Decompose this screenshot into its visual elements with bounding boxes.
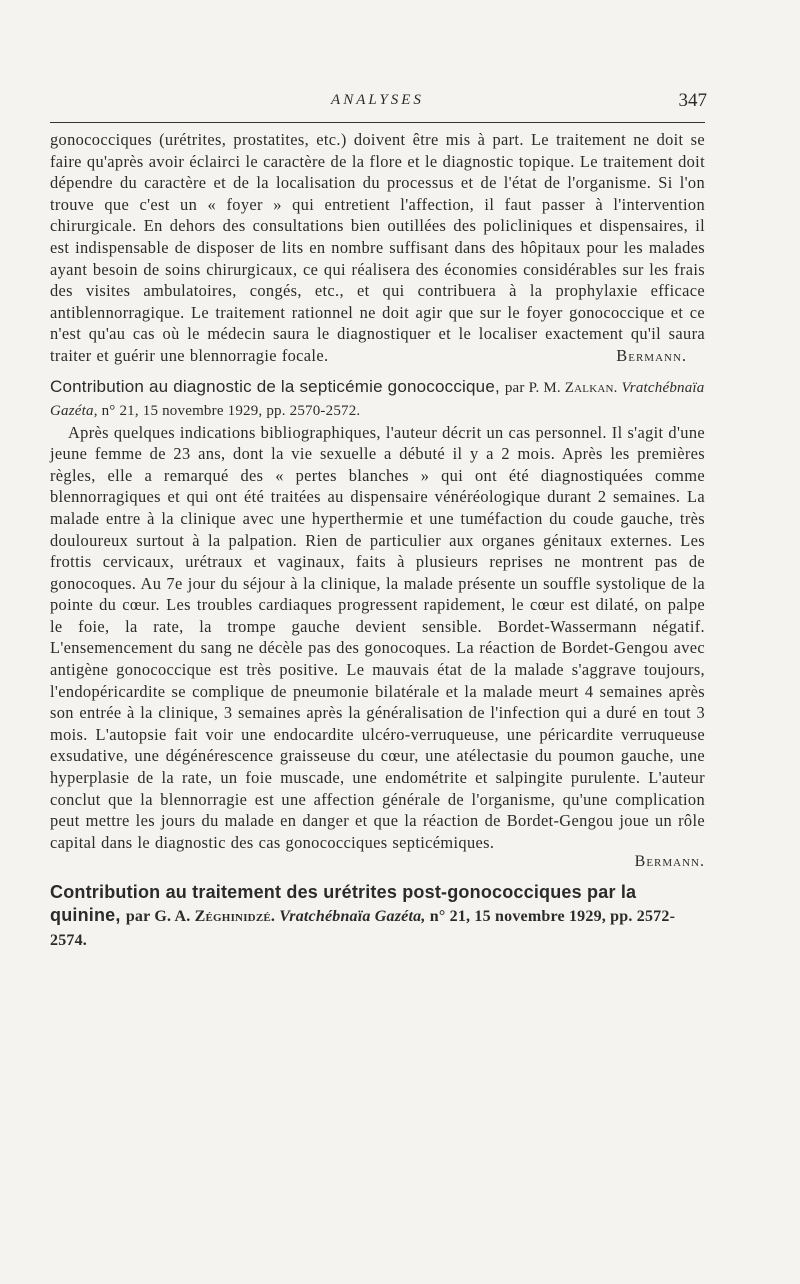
article2-by: par xyxy=(504,379,525,396)
article2-body: Après quelques indications bibliographiques, l'auteur décrit un cas personnel. Il s'agit d'une jeune femme de 23 ans, dont la vie sexuelle a débuté il y a 2 mois. Après les premières règles, elle a remarqué des « pertes blanches » qui ont été diagnostiquées comme blennorragiques et qui ont été traitées au dispensaire vénéréologique durant 2 semaines. La malade entre à la clinique avec une hyperthermie et une tuméfaction du coude gauche, très douloureux surtout à la palpation. Rien de particulier aux organes génitaux externes. Les frottis cervicaux, urétraux et vaginaux, faits à plusieurs reprises ne montrent pas de gonocoques. Au 7e jour du séjour à la clinique, la malade présente un souffle systolique de la pointe du cœur. Les troubles cardiaques progressent rapidement, le cœur est dilaté, on palpe le foie, la rate, la trompe gauche devient sensible. Bordet-Wassermann négatif. L'ensemencement du sang ne décèle pas des gonocoques. La réaction de Bordet-Gengou avec antigène gonococcique est très positive. Le mauvais état de la malade s'aggrave toujours, l'endopéricardite se complique de pneumonie bilatérale et la malade meurt 4 semaines après son entrée à la clinique, 3 semaines après la généralisation de l'infection qui a duré en tout 3 mois. L'autopsie fait voir une endocardite ulcéro-verruqueuse, une péricardite verruqueuse exsudative, une dégénérescence graisseuse du cœur, une atélectasie du poumon gauche, une hyperplasie de la rate, un foie muscade, une endométrite et salpingite purulente. L'auteur conclut que la blennorragie est une affection générale de l'organisme, qu'une complication peut mettre les jours du malade en danger et que la réaction de Bordet-Gengou joue un rôle capital dans le diagnostic des cas gonococciques septicémiques. xyxy=(50,422,705,852)
article2-heading: Contribution au diagnostic de la septicémie gonococcique, xyxy=(50,376,500,396)
article2-journal: Vratchébnaïa Gazéta, xyxy=(50,379,705,419)
article2-author: P. M. Zalkan. xyxy=(528,379,618,396)
page xyxy=(50,92,705,952)
page-number: 347 xyxy=(678,90,707,111)
article3-title xyxy=(50,881,705,952)
running-head xyxy=(50,92,705,122)
article1-text: gonococciques (urétrites, prostatites, etc.) doivent être mis à part. Le traitement ne doit se faire qu'après avoir éclairci le caractère de la flore et le diagnostic topique. Le traitement doit dépendre du caractère et de la localisation du processus et de l'état de l'organisme. Si l'on trouve que c'est un « foyer » qui entretient l'affection, il faut passer à l'intervention chirurgicale. En dehors des consultations bien outillées des policliniques et dispensaires, il est indispensable de disposer de lits en nombre suffisant dans des hôpitaux pour les malades ayant besoin de soins chirurgicaux, ce qui réalisera des économies considérables sur les frais des visites ambulatoires, congés, etc., et qui contribuera à la prophylaxie efficace antiblennorragique. Le traitement rationnel ne doit agir que sur le foyer gonococcique et ce n'est qu'au cas où le médecin saura le diagnostiquer et le localiser exactement qu'il saura traiter et guérir une blennorragie focale. xyxy=(50,130,705,365)
article2-title xyxy=(50,376,705,422)
header-rule xyxy=(50,122,705,123)
article3-journal: Vratchébnaïa Gazéta, xyxy=(279,908,426,926)
article3-heading: Contribution au traitement des urétrites post-gonococciques par la quinine, xyxy=(50,882,637,926)
article3-details: n° 21, 15 novembre 1929, pp. 2572-2574. xyxy=(50,908,676,950)
article2-signature: Bermann. xyxy=(634,853,705,871)
running-head-title: ANALYSES xyxy=(331,92,424,108)
article3-author: G. A. Zéghinidzé. xyxy=(154,908,276,926)
article3-by: par xyxy=(125,908,151,926)
article3-citation xyxy=(50,908,675,949)
article1-continuation xyxy=(50,129,705,367)
article1-signature: Bermann. xyxy=(616,345,687,365)
article2-details: n° 21, 15 novembre 1929, pp. 2570-2572. xyxy=(101,402,361,419)
